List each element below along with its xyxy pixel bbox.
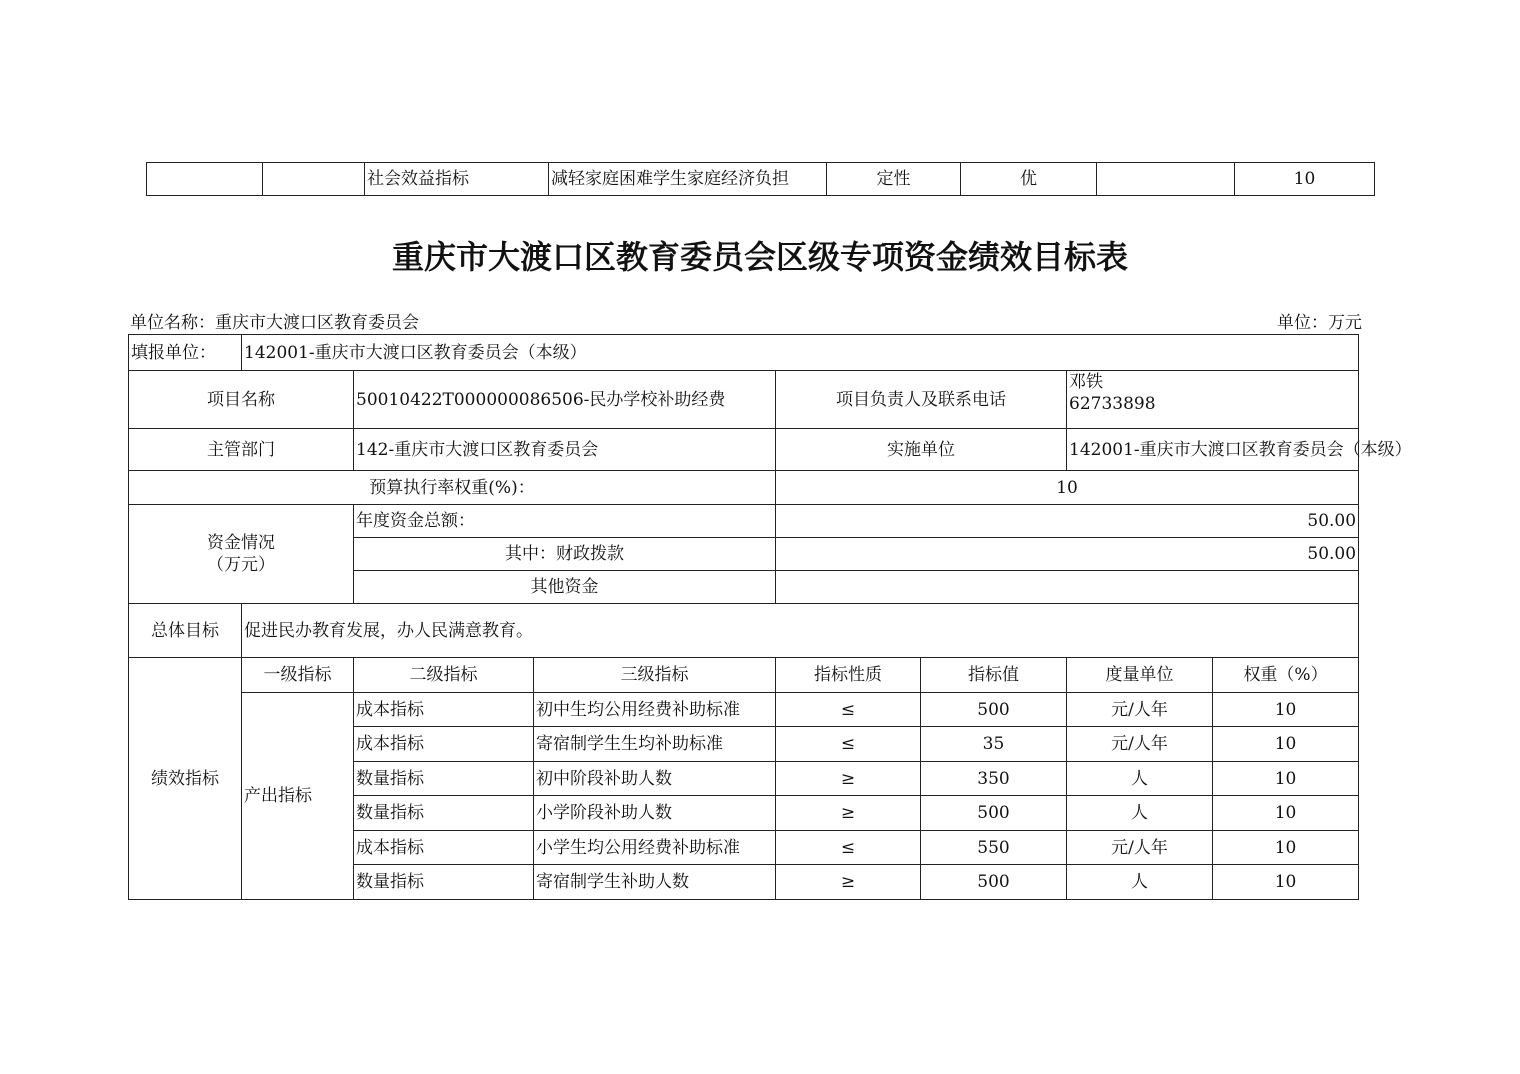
level2-indicator: 成本指标 <box>354 727 534 762</box>
column-header: 指标性质 <box>776 658 921 693</box>
currency-unit-label: 单位：万元 <box>1277 313 1362 333</box>
table-row <box>129 335 1359 371</box>
perf-label: 绩效指标 <box>129 658 242 900</box>
unit-name-label: 单位名称：重庆市大渡口区教育委员会 <box>130 313 419 333</box>
cell-empty <box>147 163 263 196</box>
table-row <box>147 163 1375 196</box>
table-row <box>129 471 1359 505</box>
measure-unit: 人 <box>1067 796 1213 831</box>
column-header: 一级指标 <box>242 658 354 693</box>
fill-unit-value: 142001-重庆市大渡口区教育委员会（本级） <box>242 335 1359 371</box>
impl-value: 142001-重庆市大渡口区教育委员会（本级） <box>1067 429 1359 471</box>
level3-indicator: 小学阶段补助人数 <box>534 796 776 831</box>
budget-rate-value: 10 <box>776 471 1359 505</box>
level3-indicator: 小学生均公用经费补助标准 <box>534 831 776 865</box>
indicator-nature: ≥ <box>776 865 921 900</box>
weight: 10 <box>1235 163 1375 196</box>
level3-indicator: 初中生均公用经费补助标准 <box>534 693 776 727</box>
indicator-nature: ≥ <box>776 796 921 831</box>
cell-empty <box>263 163 365 196</box>
column-header: 指标值 <box>921 658 1067 693</box>
performance-target-table <box>128 334 1412 900</box>
indicator-nature: 定性 <box>827 163 961 196</box>
indicator-value: 350 <box>921 762 1067 796</box>
funds-other-value <box>776 571 1359 604</box>
overall-goal-value: 促进民办教育发展，办人民满意教育。 <box>242 604 1359 658</box>
indicator-nature: ≤ <box>776 693 921 727</box>
indicator-value: 500 <box>921 796 1067 831</box>
weight: 10 <box>1213 831 1359 865</box>
level2-indicator: 数量指标 <box>354 865 534 900</box>
measure-unit: 元/人年 <box>1067 831 1213 865</box>
project-name-label: 项目名称 <box>129 371 354 429</box>
measure-unit: 人 <box>1067 762 1213 796</box>
impl-label: 实施单位 <box>776 429 1067 471</box>
level3-indicator: 减轻家庭困难学生家庭经济负担 <box>549 163 827 196</box>
level2-indicator: 成本指标 <box>354 831 534 865</box>
page-title: 重庆市大渡口区教育委员会区级专项资金绩效目标表 <box>391 238 1128 276</box>
level2-indicator: 社会效益指标 <box>365 163 549 196</box>
weight: 10 <box>1213 727 1359 762</box>
funds-fiscal-value: 50.00 <box>776 538 1359 571</box>
indicator-nature: ≤ <box>776 831 921 865</box>
table-row <box>129 371 1359 429</box>
table-row <box>129 505 1359 538</box>
funds-total-value: 50.00 <box>776 505 1359 538</box>
project-name-value: 50010422T000000086506-民办学校补助经费 <box>354 371 776 429</box>
funds-label <box>129 505 354 604</box>
measure-unit: 元/人年 <box>1067 727 1213 762</box>
indicator-nature: ≤ <box>776 727 921 762</box>
level1-indicator: 产出指标 <box>242 693 354 900</box>
weight: 10 <box>1213 693 1359 727</box>
level3-indicator: 寄宿制学生补助人数 <box>534 865 776 900</box>
indicator-nature: ≥ <box>776 762 921 796</box>
weight: 10 <box>1213 796 1359 831</box>
column-header: 权重（%） <box>1213 658 1359 693</box>
table-row <box>129 693 1359 727</box>
level3-indicator: 寄宿制学生生均补助标准 <box>534 727 776 762</box>
funds-label-line1: 资金情况 <box>207 533 275 553</box>
level2-indicator: 成本指标 <box>354 693 534 727</box>
contact-name: 邓铁 <box>1069 372 1103 392</box>
table-header-row <box>129 658 1359 693</box>
budget-rate-label: 预算执行率权重(%)： <box>129 471 776 505</box>
weight: 10 <box>1213 762 1359 796</box>
dept-value: 142-重庆市大渡口区教育委员会 <box>354 429 776 471</box>
overall-goal-label: 总体目标 <box>129 604 242 658</box>
measure-unit: 人 <box>1067 865 1213 900</box>
unit-line <box>130 308 1362 332</box>
level2-indicator: 数量指标 <box>354 796 534 831</box>
contact-value <box>1067 371 1359 429</box>
previous-page-table <box>146 162 1375 196</box>
funds-total-label: 年度资金总额： <box>354 505 776 538</box>
measure-unit: 元/人年 <box>1067 693 1213 727</box>
funds-other-label: 其他资金 <box>354 571 776 604</box>
contact-label: 项目负责人及联系电话 <box>776 371 1067 429</box>
indicator-value: 优 <box>961 163 1097 196</box>
level3-indicator: 初中阶段补助人数 <box>534 762 776 796</box>
indicator-value: 500 <box>921 693 1067 727</box>
fill-unit-label: 填报单位： <box>129 335 242 371</box>
table-row <box>129 429 1359 471</box>
indicator-value: 500 <box>921 865 1067 900</box>
column-header: 二级指标 <box>354 658 534 693</box>
column-header: 三级指标 <box>534 658 776 693</box>
indicator-value: 550 <box>921 831 1067 865</box>
measure-unit <box>1097 163 1235 196</box>
column-header: 度量单位 <box>1067 658 1213 693</box>
dept-label: 主管部门 <box>129 429 354 471</box>
funds-label-line2: （万元） <box>207 555 275 575</box>
level2-indicator: 数量指标 <box>354 762 534 796</box>
indicator-value: 35 <box>921 727 1067 762</box>
weight: 10 <box>1213 865 1359 900</box>
contact-phone: 62733898 <box>1069 394 1156 414</box>
funds-fiscal-label: 其中：财政拨款 <box>354 538 776 571</box>
table-row <box>129 604 1359 658</box>
